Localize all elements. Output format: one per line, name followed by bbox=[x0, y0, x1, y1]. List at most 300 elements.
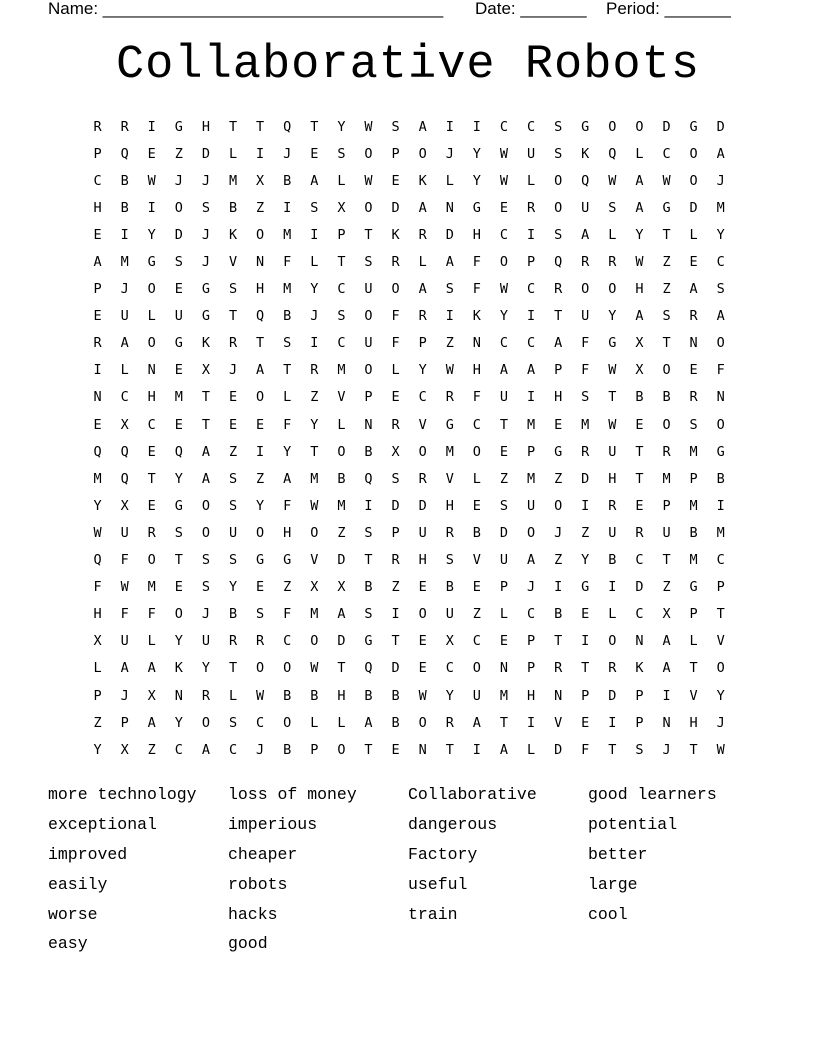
grid-letter: T bbox=[499, 714, 509, 731]
grid-letter: A bbox=[716, 308, 725, 325]
grid-letter: T bbox=[391, 633, 400, 650]
grid-letter: T bbox=[228, 308, 238, 325]
grid-letter: I bbox=[93, 362, 102, 379]
grid-letter: C bbox=[499, 226, 509, 243]
grid-letter: N bbox=[445, 199, 454, 216]
grid-letter: E bbox=[174, 362, 183, 379]
grid-letter: P bbox=[635, 687, 644, 704]
grid-letter: R bbox=[418, 470, 427, 487]
grid-letter: E bbox=[635, 416, 644, 433]
grid-letter: S bbox=[364, 606, 373, 623]
grid-letter: C bbox=[337, 281, 346, 298]
grid-letter: O bbox=[554, 497, 563, 514]
grid-letter: W bbox=[608, 172, 617, 189]
grid-letter: O bbox=[147, 281, 156, 298]
grid-letter: E bbox=[499, 443, 509, 460]
grid-letter: C bbox=[472, 416, 481, 433]
grid-letter: O bbox=[283, 660, 292, 677]
grid-row bbox=[84, 438, 736, 465]
grid-letter: Y bbox=[608, 308, 617, 325]
grid-letter: L bbox=[418, 254, 427, 271]
grid-letter: J bbox=[174, 172, 183, 189]
grid-letter: I bbox=[147, 199, 156, 216]
grid-letter: D bbox=[418, 497, 427, 514]
grid-letter: M bbox=[662, 470, 671, 487]
grid-letter: X bbox=[635, 335, 644, 352]
grid-letter: R bbox=[120, 118, 129, 135]
word-list-item: easily bbox=[48, 874, 108, 894]
grid-letter: X bbox=[337, 199, 346, 216]
grid-letter: A bbox=[662, 660, 671, 677]
grid-letter: B bbox=[283, 741, 292, 758]
grid-letter: N bbox=[662, 714, 671, 731]
grid-letter: T bbox=[364, 741, 373, 758]
grid-letter: D bbox=[391, 199, 400, 216]
grid-letter: F bbox=[472, 254, 481, 271]
grid-letter: O bbox=[418, 606, 427, 623]
grid-letter: D bbox=[716, 118, 725, 135]
grid-letter: T bbox=[716, 606, 725, 623]
grid-letter: P bbox=[581, 687, 590, 704]
grid-letter: F bbox=[93, 579, 102, 596]
grid-letter: Z bbox=[662, 254, 671, 271]
grid-letter: P bbox=[526, 443, 536, 460]
grid-letter: T bbox=[662, 226, 671, 243]
grid-letter: V bbox=[337, 389, 346, 406]
grid-letter: L bbox=[608, 606, 617, 623]
grid-letter: S bbox=[364, 524, 373, 541]
grid-letter: O bbox=[364, 308, 373, 325]
grid-letter: Y bbox=[445, 687, 454, 704]
grid-letter: Y bbox=[174, 633, 183, 650]
grid-letter: D bbox=[201, 145, 210, 162]
grid-letter: G bbox=[174, 118, 183, 135]
grid-letter: W bbox=[310, 497, 319, 514]
grid-letter: A bbox=[662, 633, 671, 650]
grid-letter: T bbox=[499, 416, 509, 433]
grid-letter: O bbox=[201, 524, 210, 541]
grid-letter: X bbox=[201, 362, 210, 379]
grid-letter: F bbox=[716, 362, 725, 379]
grid-letter: S bbox=[445, 552, 454, 569]
grid-letter: J bbox=[283, 145, 292, 162]
header-fields bbox=[48, 0, 748, 18]
grid-letter: I bbox=[526, 308, 536, 325]
grid-letter: O bbox=[716, 335, 725, 352]
grid-letter: U bbox=[418, 524, 427, 541]
grid-letter: G bbox=[662, 199, 671, 216]
grid-letter: Q bbox=[120, 470, 129, 487]
grid-row bbox=[84, 547, 736, 574]
letter-grid bbox=[84, 113, 736, 763]
grid-letter: T bbox=[689, 741, 698, 758]
grid-letter: O bbox=[256, 389, 265, 406]
grid-letter: S bbox=[554, 145, 563, 162]
grid-letter: E bbox=[499, 199, 509, 216]
word-list-row bbox=[48, 810, 768, 840]
grid-letter: T bbox=[364, 552, 373, 569]
word-list bbox=[48, 780, 768, 959]
grid-letter: O bbox=[391, 281, 400, 298]
grid-letter: T bbox=[174, 552, 183, 569]
grid-letter: O bbox=[256, 226, 265, 243]
grid-letter: P bbox=[526, 633, 536, 650]
grid-letter: P bbox=[337, 226, 346, 243]
grid-letter: Z bbox=[499, 470, 509, 487]
grid-letter: Q bbox=[174, 443, 183, 460]
word-list-item: Collaborative bbox=[408, 785, 537, 805]
grid-letter: Y bbox=[310, 416, 319, 433]
grid-letter: U bbox=[228, 524, 238, 541]
grid-row bbox=[84, 303, 736, 330]
grid-letter: H bbox=[472, 362, 481, 379]
grid-letter: R bbox=[228, 633, 238, 650]
grid-letter: Z bbox=[391, 579, 400, 596]
word-list-item: good learners bbox=[588, 785, 717, 805]
grid-letter: T bbox=[228, 118, 238, 135]
grid-letter: R bbox=[445, 714, 454, 731]
grid-letter: J bbox=[662, 741, 671, 758]
grid-letter: U bbox=[120, 308, 129, 325]
grid-letter: D bbox=[608, 687, 617, 704]
grid-letter: I bbox=[391, 606, 400, 623]
grid-letter: R bbox=[391, 552, 400, 569]
grid-letter: I bbox=[120, 226, 129, 243]
grid-letter: A bbox=[418, 118, 427, 135]
grid-row bbox=[84, 113, 736, 140]
grid-letter: J bbox=[445, 145, 454, 162]
grid-letter: N bbox=[256, 254, 265, 271]
grid-letter: X bbox=[120, 416, 129, 433]
grid-letter: P bbox=[391, 524, 400, 541]
grid-letter: E bbox=[391, 741, 400, 758]
grid-letter: E bbox=[418, 660, 427, 677]
grid-letter: C bbox=[635, 606, 644, 623]
grid-letter: J bbox=[201, 172, 210, 189]
grid-letter: A bbox=[147, 714, 156, 731]
grid-letter: C bbox=[445, 660, 454, 677]
grid-letter: T bbox=[364, 226, 373, 243]
grid-letter: B bbox=[283, 687, 292, 704]
grid-letter: S bbox=[174, 524, 183, 541]
grid-letter: E bbox=[689, 362, 698, 379]
grid-letter: M bbox=[310, 470, 319, 487]
grid-letter: I bbox=[364, 497, 373, 514]
grid-letter: L bbox=[283, 389, 292, 406]
grid-letter: Z bbox=[256, 470, 265, 487]
grid-letter: Q bbox=[283, 118, 292, 135]
grid-letter: K bbox=[201, 335, 210, 352]
grid-letter: A bbox=[716, 145, 725, 162]
word-list-item: easy bbox=[48, 934, 88, 954]
grid-letter: T bbox=[662, 335, 671, 352]
grid-letter: W bbox=[364, 172, 373, 189]
grid-letter: J bbox=[554, 524, 563, 541]
grid-letter: Z bbox=[472, 606, 481, 623]
grid-row bbox=[84, 140, 736, 167]
grid-letter: T bbox=[201, 389, 210, 406]
grid-letter: U bbox=[581, 199, 590, 216]
grid-letter: Y bbox=[418, 362, 427, 379]
grid-row bbox=[84, 682, 736, 709]
grid-letter: S bbox=[499, 497, 509, 514]
grid-letter: Q bbox=[364, 470, 373, 487]
grid-row bbox=[84, 736, 736, 763]
grid-letter: C bbox=[526, 118, 536, 135]
grid-letter: T bbox=[256, 118, 265, 135]
grid-letter: R bbox=[256, 633, 265, 650]
grid-letter: E bbox=[174, 416, 183, 433]
grid-letter: M bbox=[581, 416, 590, 433]
grid-letter: U bbox=[120, 524, 129, 541]
grid-letter: N bbox=[174, 687, 183, 704]
grid-letter: A bbox=[418, 281, 427, 298]
grid-letter: R bbox=[581, 254, 590, 271]
grid-letter: Y bbox=[228, 579, 238, 596]
grid-letter: Y bbox=[147, 226, 156, 243]
grid-letter: M bbox=[445, 443, 454, 460]
grid-letter: A bbox=[201, 443, 210, 460]
grid-letter: O bbox=[662, 416, 671, 433]
grid-letter: S bbox=[391, 118, 400, 135]
grid-letter: P bbox=[120, 714, 129, 731]
grid-letter: F bbox=[283, 254, 292, 271]
grid-letter: L bbox=[337, 714, 346, 731]
grid-letter: O bbox=[174, 199, 183, 216]
word-list-row bbox=[48, 840, 768, 870]
grid-row bbox=[84, 601, 736, 628]
grid-letter: C bbox=[418, 389, 427, 406]
grid-letter: E bbox=[310, 145, 319, 162]
grid-letter: B bbox=[391, 687, 400, 704]
grid-letter: M bbox=[337, 497, 346, 514]
grid-letter: M bbox=[716, 524, 725, 541]
grid-letter: Q bbox=[608, 145, 617, 162]
grid-letter: H bbox=[418, 552, 427, 569]
grid-letter: B bbox=[120, 199, 129, 216]
word-list-item: more technology bbox=[48, 785, 197, 805]
grid-letter: M bbox=[526, 470, 536, 487]
grid-letter: S bbox=[228, 497, 238, 514]
grid-letter: Z bbox=[310, 389, 319, 406]
grid-letter: M bbox=[689, 552, 698, 569]
grid-letter: H bbox=[689, 714, 698, 731]
grid-letter: I bbox=[581, 497, 590, 514]
grid-letter: Y bbox=[716, 687, 725, 704]
grid-letter: E bbox=[581, 606, 590, 623]
grid-letter: X bbox=[120, 497, 129, 514]
grid-letter: F bbox=[391, 308, 400, 325]
grid-letter: V bbox=[445, 470, 454, 487]
grid-letter: P bbox=[716, 579, 725, 596]
grid-letter: R bbox=[635, 524, 644, 541]
word-list-item: better bbox=[588, 844, 648, 864]
grid-letter: F bbox=[120, 552, 129, 569]
word-list-item: cool bbox=[588, 904, 628, 924]
grid-letter: D bbox=[662, 118, 671, 135]
grid-letter: Q bbox=[93, 443, 102, 460]
grid-letter: E bbox=[418, 579, 427, 596]
grid-letter: T bbox=[310, 443, 319, 460]
grid-letter: G bbox=[174, 497, 183, 514]
grid-letter: L bbox=[147, 633, 156, 650]
grid-letter: Y bbox=[93, 497, 102, 514]
grid-letter: O bbox=[526, 524, 536, 541]
grid-letter: B bbox=[716, 470, 725, 487]
grid-letter: E bbox=[93, 416, 102, 433]
grid-letter: D bbox=[554, 741, 563, 758]
grid-letter: U bbox=[174, 308, 183, 325]
grid-letter: A bbox=[635, 308, 644, 325]
grid-row bbox=[84, 330, 736, 357]
grid-letter: R bbox=[554, 281, 563, 298]
grid-letter: E bbox=[147, 443, 156, 460]
grid-letter: B bbox=[337, 470, 346, 487]
grid-letter: A bbox=[256, 362, 265, 379]
period-field-label: Period: _______ bbox=[606, 0, 731, 18]
grid-letter: B bbox=[445, 579, 454, 596]
grid-row bbox=[84, 357, 736, 384]
grid-letter: H bbox=[201, 118, 210, 135]
grid-letter: G bbox=[581, 118, 590, 135]
grid-letter: E bbox=[174, 281, 183, 298]
grid-letter: G bbox=[201, 281, 210, 298]
grid-letter: L bbox=[608, 226, 617, 243]
grid-letter: A bbox=[364, 714, 373, 731]
grid-letter: F bbox=[581, 362, 590, 379]
grid-letter: D bbox=[174, 226, 183, 243]
grid-letter: S bbox=[201, 552, 210, 569]
grid-letter: Q bbox=[120, 443, 129, 460]
grid-letter: O bbox=[716, 660, 725, 677]
grid-letter: F bbox=[120, 606, 129, 623]
grid-letter: P bbox=[526, 660, 536, 677]
grid-letter: T bbox=[662, 552, 671, 569]
grid-letter: J bbox=[120, 687, 129, 704]
grid-letter: F bbox=[581, 335, 590, 352]
grid-letter: H bbox=[554, 389, 563, 406]
grid-letter: G bbox=[256, 552, 265, 569]
grid-letter: Y bbox=[174, 470, 183, 487]
word-list-item: imperious bbox=[228, 815, 318, 835]
grid-letter: B bbox=[228, 199, 238, 216]
grid-letter: A bbox=[201, 470, 210, 487]
word-list-row bbox=[48, 780, 768, 810]
grid-letter: B bbox=[635, 389, 644, 406]
grid-letter: M bbox=[526, 416, 536, 433]
grid-letter: K bbox=[581, 145, 590, 162]
grid-letter: T bbox=[147, 470, 156, 487]
grid-letter: L bbox=[635, 145, 644, 162]
grid-letter: R bbox=[93, 335, 102, 352]
grid-letter: P bbox=[635, 714, 644, 731]
grid-letter: R bbox=[526, 199, 536, 216]
grid-letter: R bbox=[445, 389, 454, 406]
grid-letter: O bbox=[256, 524, 265, 541]
grid-letter: Y bbox=[337, 118, 346, 135]
grid-letter: A bbox=[526, 362, 536, 379]
grid-letter: K bbox=[472, 308, 481, 325]
grid-letter: P bbox=[689, 606, 698, 623]
grid-letter: R bbox=[147, 524, 156, 541]
grid-letter: B bbox=[472, 524, 481, 541]
grid-letter: A bbox=[499, 362, 509, 379]
grid-letter: U bbox=[526, 145, 536, 162]
grid-letter: D bbox=[391, 497, 400, 514]
grid-letter: W bbox=[93, 524, 102, 541]
grid-letter: Z bbox=[581, 524, 590, 541]
grid-letter: U bbox=[662, 524, 671, 541]
grid-letter: L bbox=[147, 308, 156, 325]
grid-letter: M bbox=[716, 199, 725, 216]
grid-letter: P bbox=[418, 335, 427, 352]
grid-letter: A bbox=[93, 254, 102, 271]
grid-letter: R bbox=[608, 660, 617, 677]
grid-letter: Y bbox=[472, 172, 481, 189]
grid-letter: T bbox=[581, 660, 590, 677]
grid-letter: W bbox=[635, 254, 644, 271]
grid-letter: R bbox=[608, 254, 617, 271]
grid-letter: V bbox=[418, 416, 427, 433]
grid-letter: P bbox=[526, 254, 536, 271]
grid-letter: S bbox=[228, 714, 238, 731]
grid-letter: U bbox=[499, 552, 509, 569]
grid-letter: O bbox=[337, 741, 346, 758]
grid-letter: F bbox=[283, 606, 292, 623]
grid-letter: F bbox=[581, 741, 590, 758]
grid-letter: O bbox=[689, 145, 698, 162]
grid-letter: S bbox=[689, 416, 698, 433]
grid-letter: G bbox=[445, 416, 454, 433]
grid-letter: X bbox=[635, 362, 644, 379]
grid-letter: H bbox=[283, 524, 292, 541]
grid-letter: W bbox=[418, 687, 427, 704]
grid-row bbox=[84, 194, 736, 221]
grid-letter: S bbox=[581, 389, 590, 406]
grid-letter: A bbox=[635, 199, 644, 216]
grid-letter: E bbox=[472, 579, 481, 596]
word-list-item: loss of money bbox=[228, 785, 357, 805]
grid-letter: M bbox=[337, 362, 346, 379]
word-list-item: robots bbox=[228, 874, 288, 894]
grid-letter: A bbox=[445, 254, 454, 271]
grid-letter: E bbox=[147, 497, 156, 514]
grid-letter: O bbox=[364, 362, 373, 379]
grid-letter: O bbox=[147, 552, 156, 569]
grid-letter: O bbox=[608, 118, 617, 135]
grid-letter: Y bbox=[499, 308, 509, 325]
grid-letter: R bbox=[662, 443, 671, 460]
grid-letter: Z bbox=[337, 524, 346, 541]
grid-letter: E bbox=[418, 633, 427, 650]
grid-letter: V bbox=[689, 687, 698, 704]
grid-letter: I bbox=[554, 579, 563, 596]
grid-letter: S bbox=[364, 254, 373, 271]
grid-letter: B bbox=[228, 606, 238, 623]
grid-letter: U bbox=[364, 335, 373, 352]
grid-letter: W bbox=[608, 362, 617, 379]
word-list-item: hacks bbox=[228, 904, 278, 924]
word-list-row bbox=[48, 869, 768, 899]
grid-letter: E bbox=[689, 254, 698, 271]
grid-letter: O bbox=[662, 362, 671, 379]
grid-letter: O bbox=[554, 172, 563, 189]
grid-letter: I bbox=[283, 199, 292, 216]
grid-letter: R bbox=[93, 118, 102, 135]
grid-letter: T bbox=[310, 118, 319, 135]
grid-letter: Y bbox=[93, 741, 102, 758]
grid-letter: N bbox=[364, 416, 373, 433]
